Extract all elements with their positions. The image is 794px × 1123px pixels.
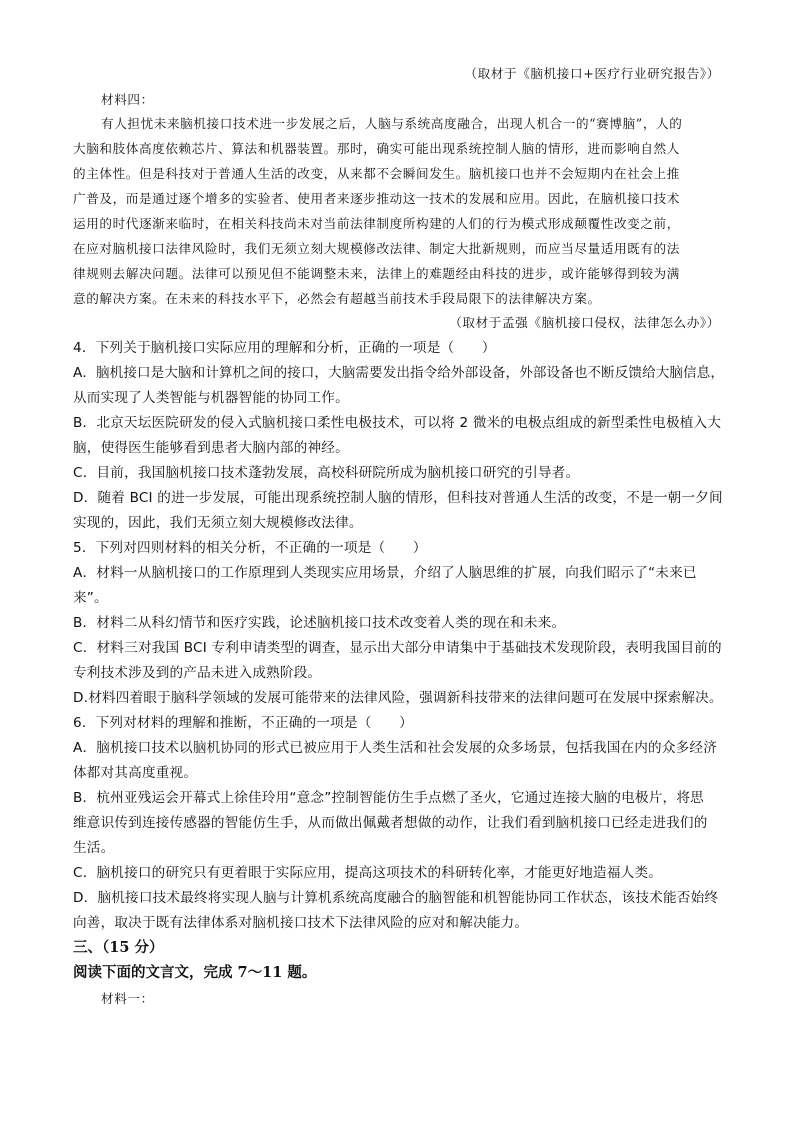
material-4-line: 广普及，而是通过逐个增多的实验者、使用者来逐步推动这一技术的发展和应用。因此，在脑机接口技术 <box>73 191 680 206</box>
section-3-instruction: 阅读下面的文言文，完成 7～11 题。 <box>73 964 317 981</box>
question-5-option-a-cont: 来”。 <box>73 590 108 606</box>
source-citation-3: （取材于《脑机接口+医疗行业研究报告》） <box>464 66 720 81</box>
material-4-line: 意的解决方案。在未来的科技水平下，必然会有超越当前技术手段局限下的法律解决方案。 <box>73 291 601 306</box>
material-4-line: 在应对脑机接口法律风险时，我们无须立刻大规模修改法律、制定大批新规则，而应当尽量适用既有的法 <box>73 241 680 256</box>
question-5-option-d: D.材料四着眼于脑科学领域的发展可能带来的法律风险，强调新科技带来的法律问题可在发展中探索解决。 <box>73 690 723 706</box>
material-4-label: 材料四： <box>101 92 154 107</box>
question-6-option-d: D．脑机接口技术最终将实现人脑与计算机系统高度融合的脑智能和机智能协同工作状态，该技术能否始终 <box>73 890 719 906</box>
question-4-option-a: A．脑机接口是大脑和计算机之间的接口，大脑需要发出指令给外部设备，外部设备也不断反馈给大脑信息， <box>73 365 724 381</box>
material-4-line: 运用的时代逐渐来临时，在相关科技尚未对当前法律制度所构建的人们的行为模式形成颠覆性改变之前， <box>73 216 680 231</box>
question-6-option-c: C．脑机接口的研究只有更着眼于实际应用，提高这项技术的科研转化率，才能更好地造福人类。 <box>73 865 663 881</box>
section-3-heading: 三、（15 分） <box>73 939 164 956</box>
question-5-option-c: C．材料三对我国 BCI 专利申请类型的调查，显示出大部分申请集中于基础技术发现阶段，表明我国目前的 <box>73 640 722 656</box>
question-5-stem: 5．下列对四则材料的相关分析，不正确的一项是（ ） <box>73 540 427 556</box>
source-citation-4: （取材于孟强《脑机接口侵权，法律怎么办》） <box>449 315 720 330</box>
question-5-option-c-cont: 专利技术涉及到的产品未进入成熟阶段。 <box>73 665 322 681</box>
question-6-option-b-cont: 生活。 <box>73 840 115 856</box>
question-4-option-d: D．随着 BCI 的进一步发展，可能出现系统控制人脑的情形，但科技对普通人生活的改变，不是一朝一夕间 <box>73 490 723 506</box>
question-6-option-b-cont: 维意识传到连接传感器的智能仿生手，从而做出佩戴者想做的动作，让我们看到脑机接口已经走进我们的 <box>73 815 708 831</box>
question-6-option-a-cont: 体都对其高度重视。 <box>73 765 198 781</box>
question-4-option-d-cont: 实现的，因此，我们无须立刻大规模修改法律。 <box>73 515 363 531</box>
material-1-label: 材料一： <box>101 991 154 1006</box>
question-6-option-a: A．脑机接口技术以脑机协同的形式已被应用于人类生活和社会发展的众多场景，包括我国在内的众多经济 <box>73 740 718 756</box>
material-4-line: 律规则去解决问题。法律可以预见但不能调整未来，法律上的难题经由科技的进步，或许能够得到较为满 <box>73 266 680 281</box>
question-4-stem: 4．下列关于脑机接口实际应用的理解和分析，正确的一项是（ ） <box>73 340 496 356</box>
question-4-option-c: C．目前，我国脑机接口技术蓬勃发展，高校科研院所成为脑机接口研究的引导者。 <box>73 465 580 481</box>
question-4-option-a-cont: 从而实现了人类智能与机器智能的协同工作。 <box>73 390 349 406</box>
question-5-option-a: A．材料一从脑机接口的工作原理到人类现实应用场景，介绍了人脑思维的扩展，向我们昭示了“未来已 <box>73 565 697 581</box>
material-4-line: 的主体性。但是科技对于普通人生活的改变，从来都不会瞬间发生。脑机接口也并不会短期内在社会上推 <box>73 166 680 181</box>
question-6-stem: 6．下列对材料的理解和推断，不正确的一项是（ ） <box>73 715 413 731</box>
question-5-option-b: B．材料二从科幻情节和医疗实践，论述脑机接口技术改变着人类的现在和未来。 <box>73 615 566 631</box>
question-6-option-b: B．杭州亚残运会开幕式上徐佳玲用“意念”控制智能仿生手点燃了圣火，它通过连接大脑的电极片，将思 <box>73 790 704 806</box>
material-4-line: 大脑和肢体高度依赖芯片、算法和机器装置。那时，确实可能出现系统控制人脑的情形，进而影响自然人 <box>73 141 680 156</box>
question-6-option-d-cont: 向善，取决于既有法律体系对脑机接口技术下法律风险的应对和解决能力。 <box>73 915 529 931</box>
material-4-line: 有人担忧未来脑机接口技术进一步发展之后，人脑与系统高度融合，出现人机合一的“赛博脑”，人的 <box>101 116 683 131</box>
question-4-option-b: B．北京天坛医院研发的侵入式脑机接口柔性电极技术，可以将 2 微米的电极点组成的新型柔性电极植入大 <box>73 415 722 431</box>
question-4-option-b-cont: 脑，使得医生能够看到患者大脑内部的神经。 <box>73 440 349 456</box>
